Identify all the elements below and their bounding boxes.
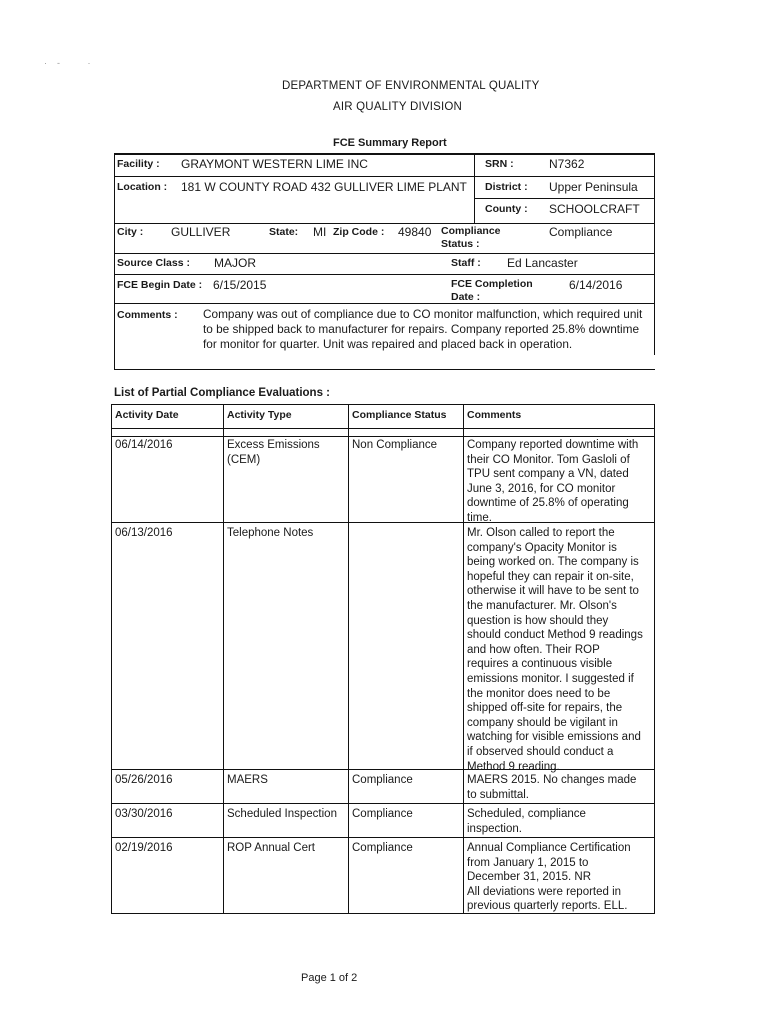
summary-divider [114,253,655,254]
table-header-divider [111,428,655,429]
row-1-type [227,438,320,467]
row-2-comment-line: Method 9 reading. [467,760,560,773]
row-1-comment-line: their CO Monitor. Tom Gasloli of [467,453,630,466]
table-col-divider [111,404,112,914]
row-2-comment-line: emissions monitor. I suggested if [467,672,634,685]
row-2-comment-line: the manufacturer. Mr. Olson's [467,599,617,612]
row-2-comment-line: and how often. Their ROP [467,643,600,656]
row-1-status: Non Compliance [352,439,438,451]
fce-completion-label-2: Date : [451,291,481,303]
fce-begin-label: FCE Begin Date : [117,279,203,291]
comments-label: Comments : [117,309,178,321]
location-value: 181 W COUNTY ROAD 432 GULLIVER LIME PLANT [181,180,467,194]
table-col-divider [463,404,464,914]
row-2-date: 06/13/2016 [115,527,173,539]
summary-divider [114,176,655,177]
row-4-comment-line: inspection. [467,822,522,835]
report-title: FCE Summary Report [333,137,447,149]
summary-left-border [114,153,115,370]
row-3-status: Compliance [352,774,413,786]
row-1-comment-line: downtime of 25.8% of operating [467,497,629,510]
department-heading: DEPARTMENT OF ENVIRONMENTAL QUALITY [282,80,540,92]
row-3-comments [467,773,636,802]
row-2-comment-line: the monitor does need to be [467,687,611,700]
column-header-comments: Comments [467,409,522,421]
city-label: City : [117,226,144,238]
row-5-comments [467,841,631,914]
row-2-comment-line: question is how should they [467,614,609,627]
row-5-status: Compliance [352,842,413,854]
table-row-divider [111,837,655,838]
comments-line: to be shipped back to manufacturer for repairs. Company reported 25.8% downtime [203,322,640,336]
row-2-comments [467,526,643,774]
row-2-comment-line: shipped off-site for repairs, the [467,702,623,715]
state-value: MI [313,225,327,239]
row-4-status: Compliance [352,808,413,820]
row-1-comment-line: time. [467,511,492,524]
row-5-comment-line: December 31, 2015. NR [467,871,592,884]
staff-value: Ed Lancaster [507,256,578,270]
row-4-type: Scheduled Inspection [227,808,337,820]
row-1-comment-line: TPU sent company a VN, dated [467,468,629,481]
table-col-divider [348,404,349,914]
district-label: District : [485,181,528,193]
district-value: Upper Peninsula [549,180,638,194]
row-5-type: ROP Annual Cert [227,842,316,854]
summary-divider [114,303,655,304]
row-1-comments [467,438,638,526]
row-5-comment-line: All deviations were reported in [467,885,622,898]
row-5-comment-line: from January 1, 2015 to [467,856,589,869]
row-3-comment-line: to submittal. [467,788,529,801]
compliance-status-label: Compliance [441,225,501,237]
row-2-comment-line: hopeful they can repair it on-site, [467,570,634,583]
fce-completion-value: 6/14/2016 [569,278,623,292]
table-border-top [111,404,655,405]
row-1-comment-line: Company reported downtime with [467,439,639,451]
location-label: Location : [117,181,168,193]
compliance-status-value: Compliance [549,225,613,239]
row-5-date: 02/19/2016 [115,842,173,854]
summary-divider [474,198,655,199]
zip-label: Zip Code : [333,226,385,238]
county-label: County : [485,203,528,215]
comments-line: for monitor for quarter. Unit was repaired and placed back in operation. [203,337,573,351]
summary-vertical [474,153,475,224]
row-5-comment-line: Annual Compliance Certification [467,842,631,854]
zip-value: 49840 [398,225,432,239]
county-value: SCHOOLCRAFT [549,202,640,216]
row-3-comment-line: MAERS 2015. No changes made [467,774,637,786]
table-row-divider [111,436,655,437]
row-3-type: MAERS [227,774,268,786]
column-header-activity-type: Activity Type [227,409,292,421]
row-2-comment-line: if observed should conduct a [467,745,614,758]
pce-list-title: List of Partial Compliance Evaluations : [114,387,330,399]
staff-label: Staff : [451,257,481,269]
table-col-divider [223,404,224,914]
srn-value: N7362 [549,157,585,171]
page-number: Page 1 of 2 [301,972,358,984]
compliance-status-label-2: Status : [441,238,480,250]
row-2-comment-line: should conduct Method 9 readings [467,629,643,642]
row-2-comment-line: watching for visible emissions and [467,731,641,744]
row-4-comments [467,807,586,836]
city-value: GULLIVER [171,225,231,239]
row-2-comment-line: requires a continuous visible [467,658,613,671]
row-1-type-line: (CEM) [227,453,261,466]
row-4-date: 03/30/2016 [115,808,173,820]
row-2-type: Telephone Notes [227,527,314,539]
source-class-value: MAJOR [214,256,256,270]
state-label: State: [269,226,299,238]
scan-marks: · - · [44,58,91,68]
row-3-date: 05/26/2016 [115,774,173,786]
row-4-comment-line: Scheduled, compliance [467,808,586,820]
column-header-compliance-status: Compliance Status [352,409,447,421]
fce-completion-label: FCE Completion [451,278,533,290]
summary-top-border [114,153,655,155]
fce-begin-value: 6/15/2015 [213,278,267,292]
summary-divider [114,223,655,224]
row-1-date: 06/14/2016 [115,439,173,451]
row-1-type-line: Excess Emissions [227,439,320,451]
table-row-divider [111,803,655,804]
row-1-comment-line: June 3, 2016, for CO monitor [467,482,616,495]
source-class-label: Source Class : [117,257,190,269]
summary-divider [114,274,655,275]
table-col-divider [654,404,655,914]
row-2-comment-line: Mr. Olson called to report the [467,527,615,539]
facility-value: GRAYMONT WESTERN LIME INC [181,157,368,171]
division-heading: AIR QUALITY DIVISION [333,101,463,113]
row-2-comment-line: company should be vigilant in [467,716,618,729]
row-2-comment-line: being worked on. The company is [467,556,639,569]
summary-right-border [654,153,655,355]
column-header-activity-date: Activity Date [115,409,179,421]
row-2-comment-line: otherwise it will have to be sent to [467,585,639,598]
comments-text [203,307,642,352]
summary-divider [114,369,655,370]
row-5-comment-line: previous quarterly reports. ELL. [467,900,628,913]
comments-line: Company was out of compliance due to CO monitor malfunction, which required unit [203,307,643,321]
srn-label: SRN : [485,158,514,170]
facility-label: Facility : [117,158,160,170]
row-2-comment-line: company's Opacity Monitor is [467,541,617,554]
